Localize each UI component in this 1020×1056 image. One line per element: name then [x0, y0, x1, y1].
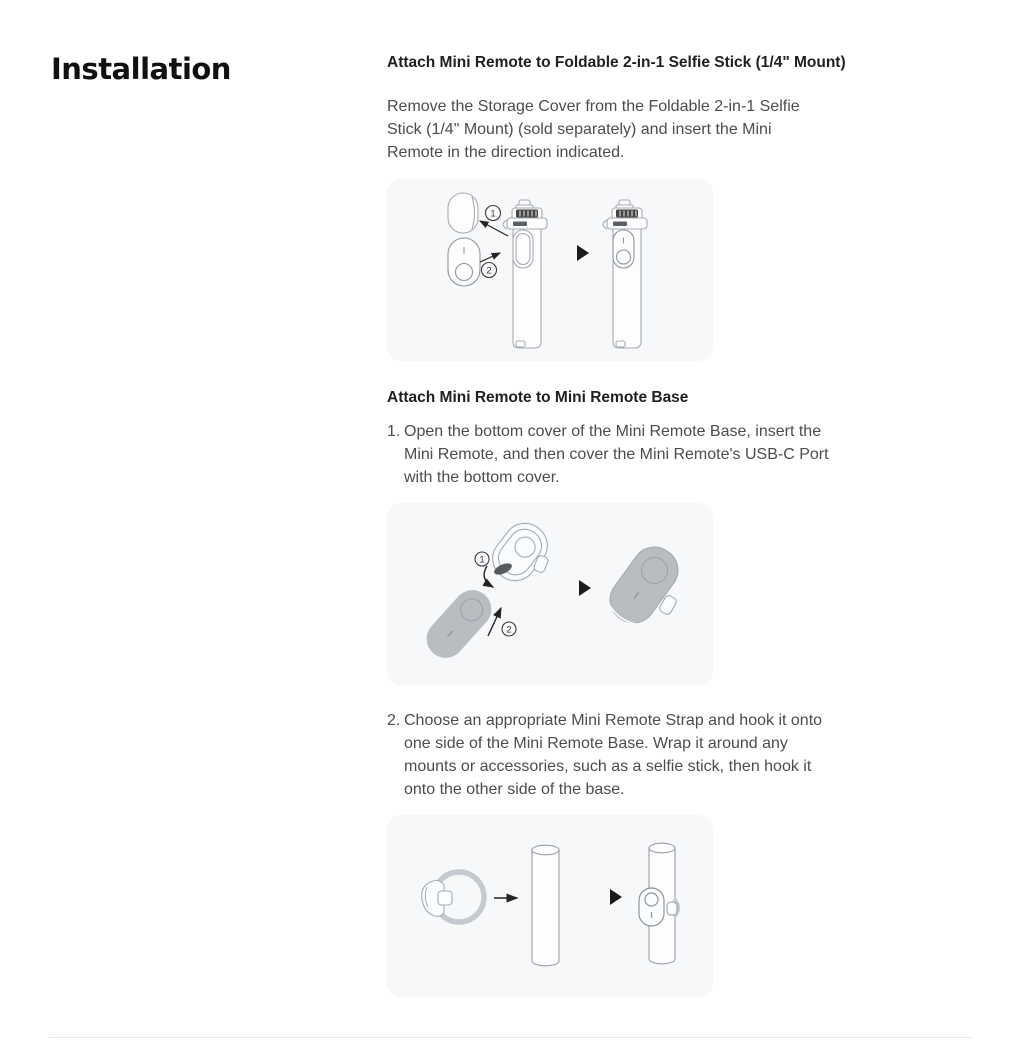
section1-heading: Attach Mini Remote to Foldable 2-in-1 Selfie Stick (1/4" Mount) — [387, 54, 846, 71]
section2-heading: Attach Mini Remote to Mini Remote Base — [387, 389, 689, 406]
step-1-text: Open the bottom cover of the Mini Remote Base, insert the Mini Remote, and then cover the Mini Remote's USB-C Port with the bottom cover. — [404, 423, 829, 486]
mini-remote-illustration — [448, 238, 480, 286]
callout-2-label: 2 — [486, 265, 492, 277]
selfie-stick-before — [503, 200, 547, 348]
storage-cover-illustration — [448, 193, 478, 233]
arrow-right-icon — [577, 245, 589, 261]
step-2-marker: 2. — [387, 712, 401, 729]
step-item-1 — [387, 420, 829, 489]
mini-remote-base-illustration — [484, 515, 556, 589]
step2-arrow — [480, 253, 500, 262]
section1-paragraph: Remove the Storage Cover from the Foldable 2-in-1 Selfie Stick (1/4" Mount) (sold separately) and insert the Mini Remote in the direction indicated. — [387, 98, 800, 161]
arrow-right-icon — [610, 889, 622, 905]
selfie-stick-after — [603, 200, 647, 348]
mini-remote-gray-illustration — [419, 582, 499, 665]
page-title: Installation — [51, 52, 231, 86]
callout-2-label: 2 — [506, 624, 512, 636]
step-item-2 — [387, 709, 839, 801]
callout-1-label: 1 — [479, 554, 485, 566]
selfie-stick-diagram — [387, 179, 713, 361]
step1-curved-arrow — [484, 566, 493, 587]
strap-ring-illustration — [422, 872, 484, 922]
figure2-panel — [387, 503, 713, 686]
step-2-text: Choose an appropriate Mini Remote Strap and hook it onto one side of the Mini Remote Base. Wrap it around any mounts or accessories, such as a selfie stick, then hook it onto the other side of the base. — [404, 712, 823, 798]
strap-diagram — [387, 815, 713, 997]
arrow-right-icon — [579, 580, 591, 596]
figure3-panel — [387, 815, 713, 997]
page-divider — [49, 1037, 971, 1038]
assembled-remote-in-base — [601, 538, 686, 631]
callout-1-label: 1 — [490, 208, 496, 220]
selfie-stick-pole-after — [639, 843, 678, 964]
remote-base-diagram — [387, 503, 713, 686]
figure1-panel — [387, 179, 713, 361]
step-1-marker: 1. — [387, 423, 401, 440]
selfie-stick-pole-before — [532, 845, 559, 966]
